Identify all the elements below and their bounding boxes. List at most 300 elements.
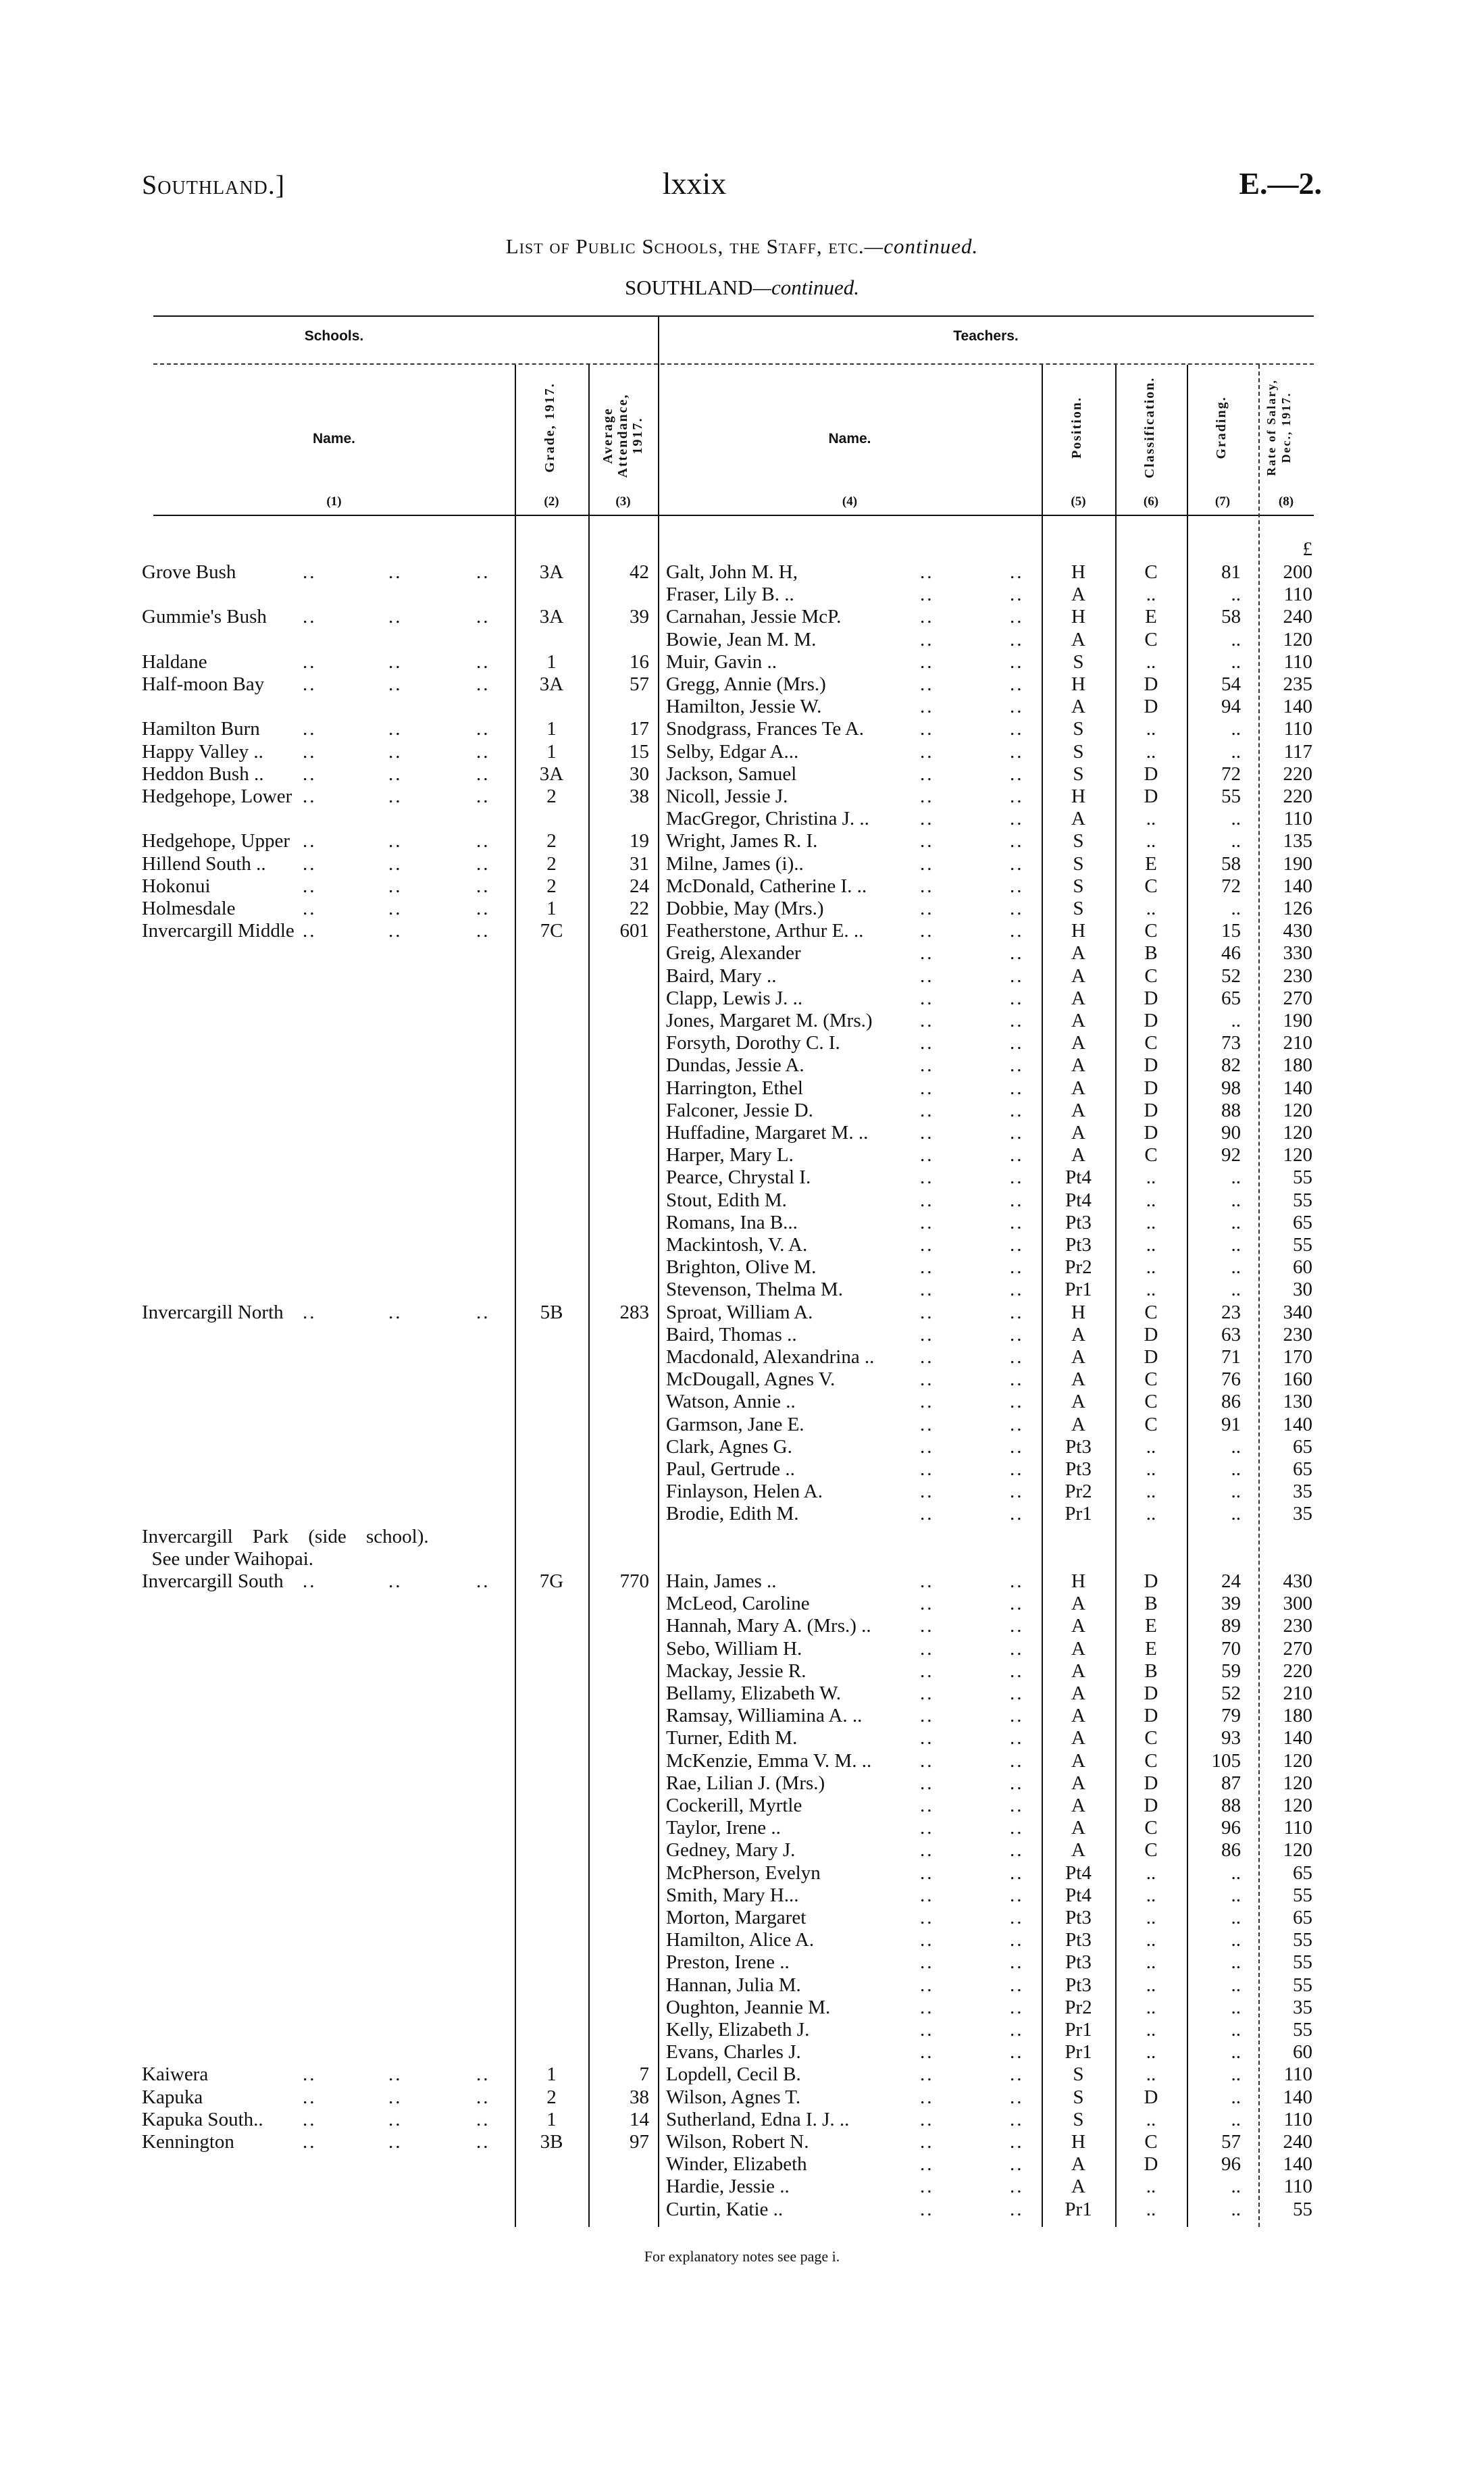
- teachers-group-header: Teachers.: [953, 328, 1019, 344]
- dot-leader: ..: [920, 1951, 934, 1974]
- teacher-classification: ..: [1146, 1974, 1156, 1996]
- school-grade: 5B: [540, 1301, 563, 1323]
- dot-leader: ..: [388, 875, 403, 897]
- teacher-salary: 55: [1293, 1929, 1312, 1951]
- teacher-name: Brighton, Olive M.: [666, 1256, 817, 1279]
- header-bottom-rule: [153, 515, 1314, 516]
- teacher-classification: ..: [1146, 650, 1156, 673]
- teacher-salary: 60: [1293, 2041, 1312, 2063]
- teacher-name: Hannah, Mary A. (Mrs.) ..: [666, 1615, 871, 1637]
- dot-leader: ..: [1010, 1122, 1024, 1144]
- school-grade: 2: [546, 786, 557, 807]
- teacher-classification: B: [1144, 1660, 1158, 1682]
- dot-leader: ..: [476, 898, 490, 919]
- teacher-position: A: [1071, 1391, 1085, 1413]
- dot-leader: ..: [303, 650, 317, 673]
- teacher-name: Baird, Thomas ..: [666, 1323, 797, 1345]
- teacher-grading: 70: [1221, 1637, 1241, 1660]
- teacher-salary: 300: [1283, 1593, 1312, 1615]
- teacher-name: Paul, Gertrude ..: [666, 1458, 795, 1480]
- teacher-classification: ..: [1146, 1884, 1156, 1906]
- dot-leader: ..: [920, 1570, 934, 1592]
- dot-leader: ..: [1010, 696, 1024, 718]
- paper-reference: E.—2.: [1239, 166, 1322, 201]
- teacher-salary: 110: [1283, 650, 1312, 673]
- dot-leader: ..: [388, 1301, 403, 1323]
- teacher-classification: ..: [1146, 2108, 1156, 2130]
- teacher-grading: 105: [1211, 1749, 1241, 1772]
- teacher-position: A: [1071, 942, 1085, 965]
- dot-leader: ..: [920, 1795, 934, 1816]
- teacher-position: S: [1073, 650, 1084, 673]
- teacher-classification: E: [1145, 1615, 1157, 1637]
- teacher-salary: 55: [1293, 1166, 1312, 1189]
- currency-symbol: £: [1302, 538, 1312, 560]
- dot-leader: ..: [388, 763, 403, 785]
- teacher-grading: 54: [1221, 673, 1241, 695]
- teacher-position: Pr1: [1065, 2041, 1092, 2063]
- teacher-salary: 35: [1293, 1503, 1312, 1525]
- teacher-classification: D: [1144, 696, 1158, 718]
- dot-leader: ..: [1010, 1862, 1024, 1884]
- teacher-classification: C: [1144, 875, 1158, 897]
- dot-leader: ..: [476, 718, 490, 740]
- table-top-rule: [153, 315, 1314, 317]
- dot-leader: ..: [303, 606, 317, 628]
- teacher-name: Ramsay, Williamina A. ..: [666, 1705, 863, 1727]
- teacher-grading: 89: [1221, 1615, 1241, 1637]
- dot-leader: ..: [1010, 584, 1024, 606]
- teacher-name: Evans, Charles J.: [666, 2041, 801, 2063]
- teacher-name: Jones, Margaret M. (Mrs.): [666, 1010, 873, 1031]
- teacher-grading: 91: [1221, 1413, 1241, 1435]
- school-grade: 2: [546, 830, 557, 852]
- teacher-classification: ..: [1146, 1435, 1156, 1458]
- teacher-name: Sutherland, Edna I. J. ..: [666, 2108, 850, 2130]
- teacher-name: Clapp, Lewis J. ..: [666, 987, 803, 1009]
- dot-leader: ..: [920, 2063, 934, 2086]
- school-grade: 2: [546, 875, 557, 897]
- dot-leader: ..: [920, 1481, 934, 1503]
- teacher-name: Hain, James ..: [666, 1570, 777, 1592]
- dot-leader: ..: [920, 628, 934, 650]
- teacher-position: A: [1071, 1817, 1085, 1839]
- dot-leader: ..: [920, 1144, 934, 1166]
- teacher-position: A: [1071, 808, 1085, 830]
- school-attendance: 38: [630, 786, 649, 807]
- teacher-grading: 58: [1221, 852, 1241, 875]
- teacher-grading: 63: [1221, 1323, 1241, 1345]
- school-attendance: 14: [630, 2108, 649, 2130]
- teacher-classification: D: [1144, 1346, 1158, 1368]
- school-name: Holmesdale: [142, 898, 236, 919]
- dot-leader: ..: [920, 1705, 934, 1727]
- teacher-position: Pr1: [1065, 2019, 1092, 2041]
- teacher-position: Pt4: [1065, 1884, 1092, 1906]
- teacher-classification: D: [1144, 1570, 1158, 1592]
- teacher-position: A: [1071, 1010, 1085, 1031]
- footnote: For explanatory notes see page i.: [644, 2248, 840, 2265]
- teacher-salary: 120: [1283, 1772, 1312, 1794]
- teacher-name: Forsyth, Dorothy C. I.: [666, 1032, 840, 1054]
- teacher-grading: ..: [1231, 650, 1241, 673]
- teacher-classification: D: [1144, 1683, 1158, 1704]
- dot-leader: ..: [1010, 1996, 1024, 2018]
- teacher-classification: C: [1144, 1839, 1158, 1862]
- teacher-name: Winder, Elizabeth: [666, 2153, 807, 2176]
- dot-leader: ..: [920, 1256, 934, 1279]
- dot-leader: ..: [920, 1077, 934, 1099]
- dot-leader: ..: [920, 1435, 934, 1458]
- dot-leader: ..: [476, 852, 490, 875]
- column-number: (4): [842, 494, 858, 509]
- teacher-classification: C: [1144, 1749, 1158, 1772]
- teacher-position: S: [1073, 2108, 1084, 2130]
- school-grade: 3A: [539, 561, 564, 583]
- school-name: Kapuka: [142, 2086, 203, 2108]
- teacher-salary: 65: [1293, 1862, 1312, 1884]
- dot-leader: ..: [920, 650, 934, 673]
- school-grade: 1: [546, 650, 557, 673]
- dot-leader: ..: [1010, 1144, 1024, 1166]
- teacher-position: H: [1071, 920, 1085, 942]
- teacher-position: A: [1071, 1368, 1085, 1391]
- column-number: (6): [1143, 494, 1159, 509]
- teacher-position: H: [1071, 673, 1085, 695]
- teacher-salary: 55: [1293, 2019, 1312, 2041]
- teacher-position: Pr2: [1065, 1256, 1092, 1279]
- teacher-grading: 92: [1221, 1144, 1241, 1166]
- dot-leader: ..: [920, 1211, 934, 1233]
- school-attendance: 39: [630, 606, 649, 628]
- column-number: (8): [1278, 494, 1294, 509]
- teacher-classification: C: [1144, 1032, 1158, 1054]
- header-grading: Grading.: [1214, 396, 1229, 459]
- dot-leader: ..: [920, 1839, 934, 1862]
- teacher-classification: ..: [1146, 1211, 1156, 1233]
- teacher-grading: ..: [1231, 2176, 1241, 2198]
- teacher-salary: 110: [1283, 808, 1312, 830]
- teacher-classification: C: [1144, 965, 1158, 987]
- teacher-classification: ..: [1146, 1907, 1156, 1928]
- teacher-salary: 35: [1293, 1996, 1312, 2018]
- teacher-classification: C: [1144, 1391, 1158, 1413]
- dot-leader: ..: [1010, 920, 1024, 942]
- teacher-classification: D: [1144, 1054, 1158, 1077]
- teacher-position: A: [1071, 965, 1085, 987]
- teacher-position: S: [1073, 898, 1084, 919]
- teacher-position: A: [1071, 1749, 1085, 1772]
- dot-leader: ..: [1010, 1951, 1024, 1974]
- teacher-grading: 55: [1221, 786, 1241, 807]
- teacher-classification: D: [1144, 1077, 1158, 1099]
- dot-leader: ..: [1010, 2041, 1024, 2063]
- dot-leader: ..: [1010, 1368, 1024, 1391]
- dot-leader: ..: [476, 673, 490, 695]
- teacher-grading: 71: [1221, 1346, 1241, 1368]
- teacher-classification: B: [1144, 942, 1158, 965]
- dot-leader: ..: [920, 987, 934, 1009]
- teacher-name: Morton, Margaret: [666, 1907, 807, 1928]
- teacher-grading: 82: [1221, 1054, 1241, 1077]
- dot-leader: ..: [303, 561, 317, 583]
- teacher-position: A: [1071, 1144, 1085, 1166]
- teacher-name: Galt, John M. H,: [666, 561, 798, 583]
- teacher-grading: ..: [1231, 1862, 1241, 1884]
- teacher-position: S: [1073, 2086, 1084, 2108]
- dot-leader: ..: [476, 830, 490, 852]
- teacher-classification: C: [1144, 628, 1158, 650]
- school-attendance: 57: [630, 673, 649, 695]
- dot-leader: ..: [303, 920, 317, 942]
- dot-leader: ..: [1010, 942, 1024, 965]
- schools-teachers-divider: [658, 315, 659, 2227]
- dot-leader: ..: [1010, 1593, 1024, 1615]
- dot-leader: ..: [920, 1323, 934, 1345]
- teacher-classification: C: [1144, 1727, 1158, 1749]
- dot-leader: ..: [476, 650, 490, 673]
- dot-leader: ..: [920, 2153, 934, 2176]
- teacher-grading: 79: [1221, 1705, 1241, 1727]
- school-name: Hedgehope, Lower: [142, 786, 292, 807]
- dot-leader: ..: [1010, 1727, 1024, 1749]
- dot-leader: ..: [303, 875, 317, 897]
- teacher-position: H: [1071, 2131, 1085, 2153]
- teacher-name: Kelly, Elizabeth J.: [666, 2019, 810, 2041]
- teacher-classification: ..: [1146, 2198, 1156, 2220]
- dot-leader: ..: [1010, 808, 1024, 830]
- teacher-salary: 126: [1283, 898, 1312, 919]
- teacher-classification: ..: [1146, 584, 1156, 606]
- teacher-position: A: [1071, 1705, 1085, 1727]
- teacher-classification: E: [1145, 852, 1157, 875]
- teacher-classification: D: [1144, 763, 1158, 785]
- dot-leader: ..: [920, 2086, 934, 2108]
- dot-leader: ..: [920, 965, 934, 987]
- header-position: Position.: [1069, 396, 1084, 459]
- teacher-position: A: [1071, 1346, 1085, 1368]
- teacher-position: H: [1071, 1301, 1085, 1323]
- teacher-position: S: [1073, 763, 1084, 785]
- teacher-grading: ..: [1231, 1974, 1241, 1996]
- school-name: Kapuka South..: [142, 2108, 263, 2130]
- teacher-grading: ..: [1231, 1189, 1241, 1211]
- teacher-classification: D: [1144, 1010, 1158, 1031]
- teacher-salary: 120: [1283, 1122, 1312, 1144]
- dot-leader: ..: [1010, 650, 1024, 673]
- dot-leader: ..: [388, 2063, 403, 2086]
- dot-leader: ..: [920, 1122, 934, 1144]
- teacher-classification: ..: [1146, 1929, 1156, 1951]
- teacher-name: Rae, Lilian J. (Mrs.): [666, 1772, 825, 1794]
- teacher-grading: 59: [1221, 1660, 1241, 1682]
- dot-leader: ..: [388, 561, 403, 583]
- dot-leader: ..: [1010, 1234, 1024, 1256]
- teacher-salary: 210: [1283, 1683, 1312, 1704]
- dot-leader: ..: [1010, 898, 1024, 919]
- schools-group-header: Schools.: [304, 328, 364, 344]
- school-attendance: 22: [630, 898, 649, 919]
- school-name: Invercargill Park (side school).: [142, 1525, 429, 1547]
- dot-leader: ..: [303, 2108, 317, 2130]
- dot-leader: ..: [920, 673, 934, 695]
- teacher-name: Huffadine, Margaret M. ..: [666, 1122, 869, 1144]
- teacher-grading: ..: [1231, 1435, 1241, 1458]
- dot-leader: ..: [920, 606, 934, 628]
- teacher-name: Hannan, Julia M.: [666, 1974, 801, 1996]
- dot-leader: ..: [920, 1637, 934, 1660]
- teacher-salary: 200: [1283, 561, 1312, 583]
- dot-leader: ..: [1010, 606, 1024, 628]
- teacher-grading: 81: [1221, 561, 1241, 583]
- teacher-name: Gregg, Annie (Mrs.): [666, 673, 826, 695]
- teacher-position: Pr1: [1065, 2198, 1092, 2220]
- dot-leader: ..: [1010, 1481, 1024, 1503]
- dot-leader: ..: [388, 606, 403, 628]
- teacher-grading: 86: [1221, 1391, 1241, 1413]
- dot-leader: ..: [476, 1570, 490, 1592]
- dot-leader: ..: [1010, 1189, 1024, 1211]
- dot-leader: ..: [920, 2041, 934, 2063]
- teacher-salary: 180: [1283, 1054, 1312, 1077]
- teacher-grading: 98: [1221, 1077, 1241, 1099]
- teacher-classification: C: [1144, 2131, 1158, 2153]
- header-classification: Classification.: [1142, 376, 1157, 479]
- school-name: Half-moon Bay: [142, 673, 265, 695]
- dot-leader: ..: [1010, 2198, 1024, 2220]
- teacher-salary: 55: [1293, 1951, 1312, 1974]
- dot-leader: ..: [920, 1368, 934, 1391]
- teacher-position: A: [1071, 1593, 1085, 1615]
- teacher-grading: ..: [1231, 1996, 1241, 2018]
- teacher-salary: 240: [1283, 606, 1312, 628]
- teacher-classification: ..: [1146, 1189, 1156, 1211]
- school-name: Gummie's Bush: [142, 606, 267, 628]
- teacher-salary: 140: [1283, 2086, 1312, 2108]
- teacher-position: A: [1071, 1122, 1085, 1144]
- dot-leader: ..: [1010, 1301, 1024, 1323]
- teacher-grading: ..: [1231, 1234, 1241, 1256]
- teacher-salary: 270: [1283, 987, 1312, 1009]
- dot-leader: ..: [303, 786, 317, 807]
- teacher-grading: ..: [1231, 1256, 1241, 1279]
- teacher-position: S: [1073, 830, 1084, 852]
- dot-leader: ..: [1010, 1570, 1024, 1592]
- dot-leader: ..: [303, 1570, 317, 1592]
- school-name: Invercargill South: [142, 1570, 284, 1592]
- teacher-position: H: [1071, 1570, 1085, 1592]
- header-salary: Rate of Salary, Dec., 1917.: [1264, 379, 1293, 476]
- teacher-name: Selby, Edgar A...: [666, 740, 799, 763]
- teacher-salary: 120: [1283, 1795, 1312, 1816]
- dot-leader: ..: [920, 1772, 934, 1794]
- teacher-grading: 52: [1221, 965, 1241, 987]
- teacher-name: Hamilton, Jessie W.: [666, 696, 822, 718]
- teacher-name: Curtin, Katie ..: [666, 2198, 784, 2220]
- dot-leader: ..: [920, 1032, 934, 1054]
- dot-leader: ..: [1010, 2176, 1024, 2198]
- teacher-position: Pt3: [1065, 1951, 1092, 1974]
- teacher-name: Bowie, Jean M. M.: [666, 628, 817, 650]
- teacher-position: A: [1071, 584, 1085, 606]
- teacher-salary: 110: [1283, 1817, 1312, 1839]
- dot-leader: ..: [1010, 852, 1024, 875]
- teacher-grading: 93: [1221, 1727, 1241, 1749]
- teacher-name: McKenzie, Emma V. M. ..: [666, 1749, 872, 1772]
- teacher-position: Pr2: [1065, 1996, 1092, 2018]
- teacher-classification: C: [1144, 561, 1158, 583]
- teacher-name: Snodgrass, Frances Te A.: [666, 718, 865, 740]
- subtitle-main: SOUTHLAND: [625, 276, 753, 299]
- teacher-grading: ..: [1231, 1166, 1241, 1189]
- dot-leader: ..: [476, 763, 490, 785]
- teacher-name: Featherstone, Arthur E. ..: [666, 920, 864, 942]
- dot-leader: ..: [920, 1683, 934, 1704]
- dot-leader: ..: [303, 898, 317, 919]
- teacher-grading: ..: [1231, 2198, 1241, 2220]
- teacher-position: Pt3: [1065, 1974, 1092, 1996]
- dot-leader: ..: [303, 2086, 317, 2108]
- dot-leader: ..: [920, 898, 934, 919]
- dot-leader: ..: [920, 561, 934, 583]
- dot-leader: ..: [920, 696, 934, 718]
- dot-leader: ..: [388, 2131, 403, 2153]
- teacher-grading: 76: [1221, 1368, 1241, 1391]
- dot-leader: ..: [920, 1884, 934, 1906]
- school-name: Haldane: [142, 650, 207, 673]
- teacher-salary: 130: [1283, 1391, 1312, 1413]
- teacher-grading: 72: [1221, 875, 1241, 897]
- dot-leader: ..: [1010, 1166, 1024, 1189]
- school-attendance: 601: [619, 920, 649, 942]
- column-number: (5): [1071, 494, 1086, 509]
- teacher-position: H: [1071, 606, 1085, 628]
- dot-leader: ..: [476, 561, 490, 583]
- school-grade: 3B: [540, 2131, 563, 2153]
- teacher-position: Pt3: [1065, 1234, 1092, 1256]
- teacher-classification: ..: [1146, 1166, 1156, 1189]
- teacher-salary: 55: [1293, 2198, 1312, 2220]
- school-name: See under Waihopai.: [142, 1547, 314, 1570]
- teacher-classification: D: [1144, 673, 1158, 695]
- teacher-classification: D: [1144, 1772, 1158, 1794]
- dot-leader: ..: [920, 1862, 934, 1884]
- column-divider: [515, 365, 516, 2227]
- teacher-salary: 220: [1283, 1660, 1312, 1682]
- teacher-classification: ..: [1146, 718, 1156, 740]
- teacher-name: Stevenson, Thelma M.: [666, 1279, 844, 1301]
- dot-leader: ..: [1010, 1323, 1024, 1345]
- teacher-classification: E: [1145, 1637, 1157, 1660]
- dot-leader: ..: [920, 852, 934, 875]
- teacher-name: Lopdell, Cecil B.: [666, 2063, 801, 2086]
- teacher-classification: C: [1144, 1144, 1158, 1166]
- dot-leader: ..: [476, 786, 490, 807]
- teacher-classification: C: [1144, 920, 1158, 942]
- teacher-grading: ..: [1231, 2063, 1241, 2086]
- dot-leader: ..: [920, 1996, 934, 2018]
- dot-leader: ..: [1010, 1749, 1024, 1772]
- group-header-rule: [153, 363, 1314, 365]
- dot-leader: ..: [388, 1570, 403, 1592]
- teacher-position: A: [1071, 1660, 1085, 1682]
- teacher-name: Hamilton, Alice A.: [666, 1929, 815, 1951]
- dot-leader: ..: [1010, 1256, 1024, 1279]
- teacher-salary: 220: [1283, 786, 1312, 807]
- school-grade: 1: [546, 740, 557, 763]
- teacher-name: Dundas, Jessie A.: [666, 1054, 804, 1077]
- teacher-position: Pr1: [1065, 1279, 1092, 1301]
